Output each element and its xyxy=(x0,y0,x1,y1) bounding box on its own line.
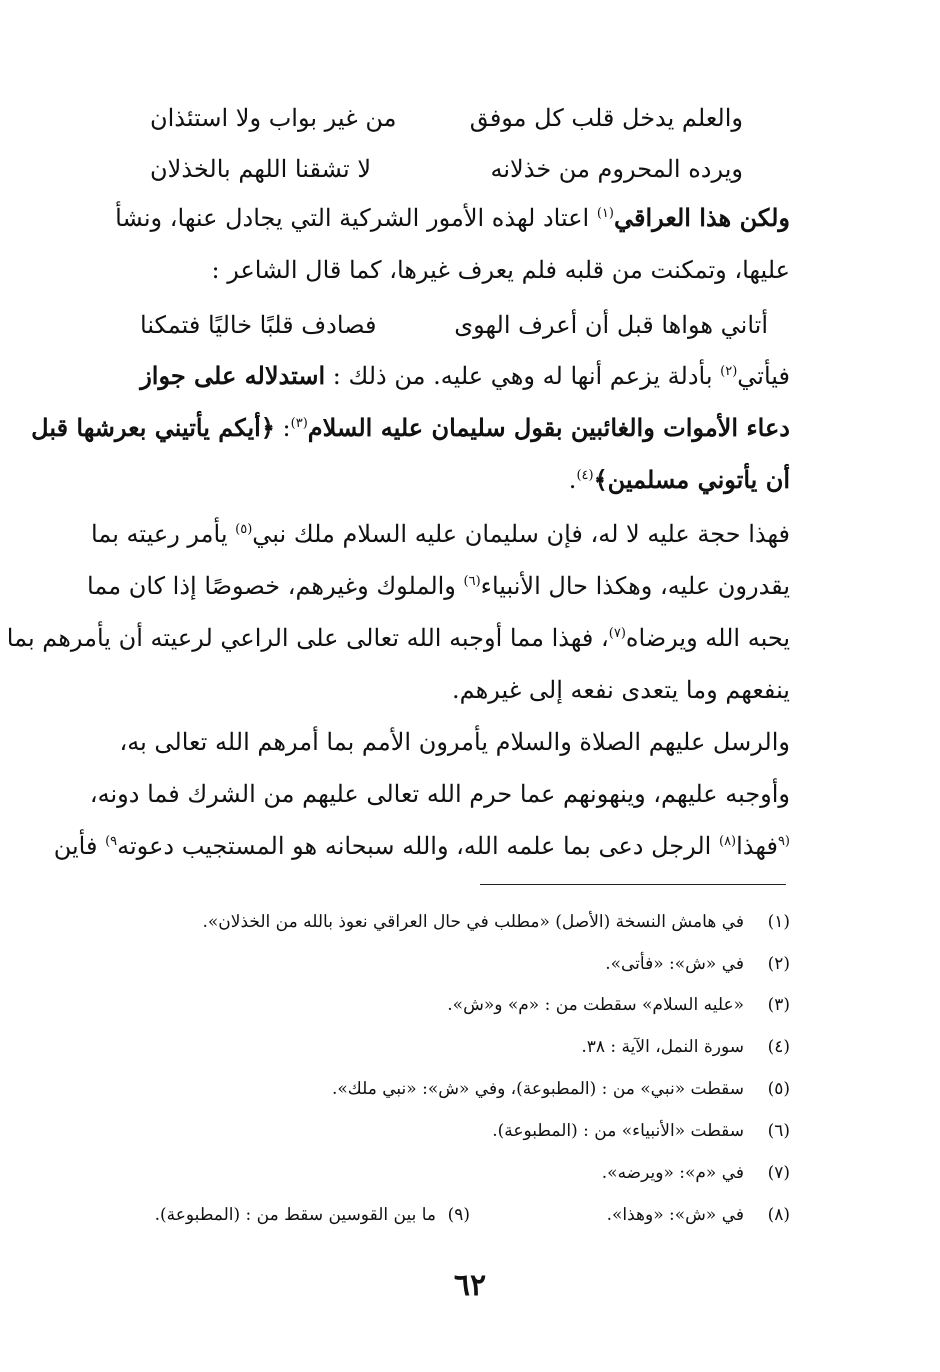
para3-line2: يقدرون عليه، وهكذا حال الأنبياء$^{(٦)}$ والملوك وغيرهم، خصوصًا إذا كان مما xyxy=(87,572,790,600)
footnote-ref: (٢) xyxy=(720,364,738,379)
bracket-mark: ٩) xyxy=(105,834,118,849)
footnote-6: (٦)سقطت «الأنبياء» من : (المطبوعة). xyxy=(492,1121,790,1141)
para4-line2: وأوجبه عليهم، وينهونهم عما حرم الله تعالى عليهم من الشرك فما دونه، xyxy=(89,780,790,808)
poem1-line2-hemistich2: لا تشقنا اللهم بالخذلان xyxy=(150,155,372,183)
para2-line1: فيأتي$^{(٢)}$ بأدلة يزعم أنها له وهي عليه. من ذلك : استدلاله على جواز xyxy=(140,361,790,390)
bold-phrase: ولكن هذا العراقي xyxy=(613,203,790,232)
page-number: ٦٢ xyxy=(453,1268,487,1303)
footnote-ref: (٦) xyxy=(463,574,481,589)
footnote-7: (٧)في «م»: «ويرضه». xyxy=(601,1163,790,1183)
footnote-ref: (٤) xyxy=(576,468,594,483)
footnote-ref: (١) xyxy=(596,206,614,221)
para4-line3: $^{(٩}$فهذا$^{(٨)}$ الرجل دعى بما علمه الله، والله سبحانه هو المستجيب دعوته$^{٩)}$ فأين xyxy=(53,832,790,860)
para2-line2: دعاء الأموات والغائبين بقول سليمان عليه السلام$^{(٣)}$: ﴿أيكم يأتيني بعرشها قبل xyxy=(31,413,790,442)
footnote-ref: (٧) xyxy=(608,626,626,641)
para1-line1: ولكن هذا العراقي$^{(١)}$ اعتاد لهذه الأمور الشركية التي يجادل عنها، ونشأ xyxy=(115,203,790,232)
poem2-hemistich2: فصادف قلبًا خاليًا فتمكنا xyxy=(140,311,377,339)
quran-quote: ﴿أيكم يأتيني بعرشها قبل xyxy=(31,413,275,442)
footnote-ref: (٣) xyxy=(290,416,308,431)
para3-line3: يحبه الله ويرضاه$^{(٧)}$، فهذا مما أوجبه الله تعالى على الراعي لرعيته أن يأمرهم بما xyxy=(6,624,790,652)
footnote-1: (١)في هامش النسخة (الأصل) «مطلب في حال العراقي نعوذ بالله من الخذلان». xyxy=(202,912,790,932)
poem2-hemistich1: أتاني هواها قبل أن أعرف الهوى xyxy=(454,311,768,339)
footnote-2: (٢)في «ش»: «فأتى». xyxy=(605,954,790,974)
poem1-line2-hemistich1: ويرده المحروم من خذلانه xyxy=(490,155,743,183)
footnote-3: (٣)«عليه السلام» سقطت من : «م» و«ش». xyxy=(447,995,790,1015)
poem1-line1-hemistich2: من غير بواب ولا استئذان xyxy=(150,104,397,132)
para1-line2: عليها، وتمكنت من قلبه فلم يعرف غيرها، كما قال الشاعر : xyxy=(211,256,790,284)
bold-phrase: دعاء الأموات والغائبين بقول سليمان عليه السلام xyxy=(307,413,790,442)
para4-line1: والرسل عليهم الصلاة والسلام يأمرون الأمم بما أمرهم الله تعالى به، xyxy=(119,728,790,756)
para2-line3: أن يأتوني مسلمين﴾$^{(٤)}$. xyxy=(568,465,790,494)
footnote-9: (٩)ما بين القوسين سقط من : (المطبوعة). xyxy=(154,1205,470,1225)
bold-phrase: استدلاله على جواز xyxy=(140,361,326,390)
poem1-line1-hemistich1: والعلم يدخل قلب كل موفق xyxy=(469,104,743,132)
para3-line4: ينفعهم وما يتعدى نفعه إلى غيرهم. xyxy=(451,676,790,704)
footnote-5: (٥)سقطت «نبي» من : (المطبوعة)، وفي «ش»: «نبي ملك». xyxy=(331,1079,790,1099)
footnote-ref: (٨) xyxy=(718,834,737,849)
footnote-4: (٤)سورة النمل، الآية : ٣٨. xyxy=(581,1037,790,1057)
footnote-8: (٨)في «ش»: «وهذا». xyxy=(606,1205,790,1225)
quran-quote: أن يأتوني مسلمين﴾ xyxy=(593,465,790,494)
bracket-mark: (٩ xyxy=(777,834,790,849)
footnote-ref: (٥) xyxy=(235,522,253,537)
footnote-separator xyxy=(480,884,786,885)
para3-line1: فهذا حجة عليه لا له، فإن سليمان عليه السلام ملك نبي$^{(٥)}$ يأمر رعيته بما xyxy=(91,520,790,548)
